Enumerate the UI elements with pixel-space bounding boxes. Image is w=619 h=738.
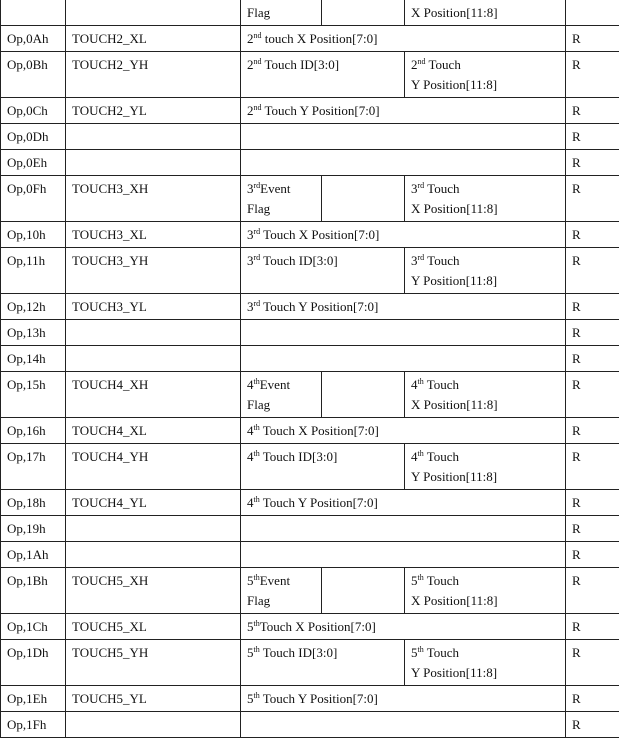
table-row-partial bbox=[1, 0, 619, 26]
position-line-1: Touch bbox=[424, 645, 459, 660]
position-line-2: Y Position[11:8] bbox=[411, 77, 497, 92]
access-cell: R bbox=[566, 418, 619, 444]
access-cell: R bbox=[566, 26, 619, 52]
position-high-cell bbox=[405, 568, 566, 614]
register-name-cell bbox=[66, 712, 241, 738]
touch-id-cell bbox=[241, 444, 405, 490]
ordinal-suffix: th bbox=[254, 619, 260, 628]
position-line-1: Touch bbox=[424, 253, 459, 268]
register-name-cell: TOUCH4_XH bbox=[66, 372, 241, 418]
event-flag-cell bbox=[241, 568, 322, 614]
position-line-2: X Position[11:8] bbox=[411, 201, 498, 216]
table-row bbox=[1, 98, 619, 124]
ordinal-suffix: th bbox=[254, 449, 260, 458]
position-high-cell bbox=[405, 640, 566, 686]
register-name-cell: TOUCH2_YH bbox=[66, 52, 241, 98]
position-high-cell bbox=[405, 52, 566, 98]
access-cell: R bbox=[566, 346, 619, 372]
ordinal-suffix: nd bbox=[418, 57, 426, 66]
ordinal-number: 4 bbox=[411, 377, 418, 392]
ordinal-number: 2 bbox=[247, 57, 254, 72]
register-name-cell: TOUCH5_XH bbox=[66, 568, 241, 614]
ordinal-number: 3 bbox=[247, 253, 254, 268]
event-line-1: Event bbox=[260, 181, 290, 196]
touch-id-text: Touch ID[3:0] bbox=[260, 645, 338, 660]
ordinal-suffix: rd bbox=[254, 227, 261, 236]
touch-id-text: Touch ID[3:0] bbox=[260, 253, 338, 268]
description-cell bbox=[241, 686, 566, 712]
position-high-cell bbox=[405, 248, 566, 294]
access-cell: R bbox=[566, 686, 619, 712]
access-cell: R bbox=[566, 176, 619, 222]
description-cell bbox=[241, 150, 566, 176]
register-name-cell: TOUCH3_YL bbox=[66, 294, 241, 320]
ordinal-number: 5 bbox=[247, 619, 254, 634]
ordinal-suffix: th bbox=[418, 645, 424, 654]
description-cell bbox=[241, 294, 566, 320]
ordinal-suffix: th bbox=[418, 377, 424, 386]
address-cell: Op,1Ah bbox=[1, 542, 66, 568]
access-cell: R bbox=[566, 52, 619, 98]
access-cell: R bbox=[566, 614, 619, 640]
description-cell bbox=[241, 418, 566, 444]
access-cell: R bbox=[566, 248, 619, 294]
register-name-cell: TOUCH4_YL bbox=[66, 490, 241, 516]
ordinal-number: 5 bbox=[247, 645, 254, 660]
event-line-1: Event bbox=[260, 377, 290, 392]
register-name-cell: TOUCH3_XL bbox=[66, 222, 241, 248]
address-cell: Op,10h bbox=[1, 222, 66, 248]
access-cell: R bbox=[566, 568, 619, 614]
register-name-cell bbox=[66, 150, 241, 176]
description-cell bbox=[241, 124, 566, 150]
ordinal-number: 4 bbox=[247, 449, 254, 464]
ordinal-number: 5 bbox=[411, 645, 418, 660]
table-row bbox=[1, 124, 619, 150]
position-high-cell bbox=[405, 372, 566, 418]
register-name-cell: TOUCH4_YH bbox=[66, 444, 241, 490]
address-cell: Op,1Fh bbox=[1, 712, 66, 738]
ordinal-suffix: nd bbox=[254, 103, 262, 112]
table-row bbox=[1, 52, 619, 98]
address-cell: Op,1Bh bbox=[1, 568, 66, 614]
table-row bbox=[1, 686, 619, 712]
table-row bbox=[1, 372, 619, 418]
access-cell: R bbox=[566, 542, 619, 568]
event-line-2: Flag bbox=[247, 397, 270, 412]
description-text: Touch X Position[7:0] bbox=[260, 227, 379, 242]
position-line-2: X Position[11:8] bbox=[411, 593, 498, 608]
address-cell: Op,16h bbox=[1, 418, 66, 444]
table-row bbox=[1, 222, 619, 248]
ordinal-number: 5 bbox=[411, 573, 418, 588]
description-text: Touch Y Position[7:0] bbox=[262, 103, 380, 118]
register-name-cell bbox=[66, 542, 241, 568]
ordinal-suffix: th bbox=[254, 691, 260, 700]
address-cell: Op,18h bbox=[1, 490, 66, 516]
ordinal-number: 2 bbox=[247, 31, 254, 46]
event-flag-cell bbox=[241, 372, 322, 418]
table-row bbox=[1, 640, 619, 686]
ordinal-number: 2 bbox=[247, 103, 254, 118]
address-cell: Op,1Eh bbox=[1, 686, 66, 712]
ordinal-number: 3 bbox=[247, 299, 254, 314]
address-cell: Op,0Bh bbox=[1, 52, 66, 98]
ordinal-suffix: th bbox=[254, 495, 260, 504]
table-row bbox=[1, 176, 619, 222]
ordinal-suffix: th bbox=[254, 377, 260, 386]
ordinal-suffix: rd bbox=[254, 253, 261, 262]
access-cell: R bbox=[566, 124, 619, 150]
table-row bbox=[1, 568, 619, 614]
ordinal-number: 4 bbox=[247, 495, 254, 510]
register-name-cell bbox=[66, 124, 241, 150]
ordinal-suffix: rd bbox=[418, 253, 425, 262]
address-cell bbox=[1, 0, 66, 26]
access-cell: R bbox=[566, 444, 619, 490]
table-row bbox=[1, 490, 619, 516]
description-cell bbox=[241, 516, 566, 542]
position-line-1: Touch bbox=[426, 57, 461, 72]
address-cell: Op,0Fh bbox=[1, 176, 66, 222]
register-name-cell: TOUCH2_XL bbox=[66, 26, 241, 52]
table-row bbox=[1, 712, 619, 738]
address-cell: Op,13h bbox=[1, 320, 66, 346]
ordinal-suffix: rd bbox=[418, 181, 425, 190]
position-line-2: X Position[11:8] bbox=[411, 397, 498, 412]
address-cell: Op,15h bbox=[1, 372, 66, 418]
ordinal-number: 3 bbox=[247, 227, 254, 242]
ordinal-suffix: th bbox=[254, 573, 260, 582]
register-name-cell: TOUCH3_YH bbox=[66, 248, 241, 294]
description-cell bbox=[241, 542, 566, 568]
event-line-2: Flag bbox=[247, 593, 270, 608]
position-high-cell bbox=[405, 176, 566, 222]
address-cell: Op,1Ch bbox=[1, 614, 66, 640]
touch-id-cell bbox=[241, 248, 405, 294]
table-row bbox=[1, 542, 619, 568]
reserved-cell bbox=[322, 372, 405, 418]
event-flag-cell bbox=[241, 176, 322, 222]
description-cell bbox=[241, 614, 566, 640]
description-cell bbox=[241, 98, 566, 124]
register-table-body bbox=[1, 0, 619, 738]
touch-id-cell bbox=[241, 52, 405, 98]
table-row bbox=[1, 294, 619, 320]
reserved-cell bbox=[322, 0, 405, 26]
event-line-2: Flag bbox=[247, 201, 270, 216]
table-row bbox=[1, 150, 619, 176]
description-text: touch X Position[7:0] bbox=[262, 31, 378, 46]
table-row bbox=[1, 444, 619, 490]
access-cell: R bbox=[566, 98, 619, 124]
description-cell bbox=[241, 222, 566, 248]
touch-id-cell bbox=[241, 640, 405, 686]
access-cell: R bbox=[566, 150, 619, 176]
register-name-cell bbox=[66, 320, 241, 346]
description-text: Touch Y Position[7:0] bbox=[260, 495, 378, 510]
ordinal-suffix: th bbox=[254, 423, 260, 432]
table-row bbox=[1, 418, 619, 444]
description-text: Touch Y Position[7:0] bbox=[260, 299, 378, 314]
reserved-cell bbox=[322, 176, 405, 222]
register-name-cell bbox=[66, 0, 241, 26]
description-cell bbox=[241, 26, 566, 52]
ordinal-suffix: nd bbox=[254, 57, 262, 66]
ordinal-suffix: nd bbox=[254, 31, 262, 40]
address-cell: Op,12h bbox=[1, 294, 66, 320]
register-name-cell: TOUCH5_YH bbox=[66, 640, 241, 686]
address-cell: Op,11h bbox=[1, 248, 66, 294]
address-cell: Op,19h bbox=[1, 516, 66, 542]
ordinal-suffix: th bbox=[254, 645, 260, 654]
register-name-cell bbox=[66, 516, 241, 542]
ordinal-number: 3 bbox=[411, 253, 418, 268]
table-row bbox=[1, 248, 619, 294]
ordinal-number: 3 bbox=[411, 181, 418, 196]
address-cell: Op,0Dh bbox=[1, 124, 66, 150]
touch-id-text: Touch ID[3:0] bbox=[260, 449, 338, 464]
reserved-cell bbox=[322, 568, 405, 614]
position-line-2: Y Position[11:8] bbox=[411, 665, 497, 680]
touch-id-text: Touch ID[3:0] bbox=[262, 57, 340, 72]
position-line-2: Y Position[11:8] bbox=[411, 469, 497, 484]
access-cell: R bbox=[566, 372, 619, 418]
access-cell: R bbox=[566, 712, 619, 738]
table-row bbox=[1, 516, 619, 542]
description-cell bbox=[241, 346, 566, 372]
ordinal-number: 3 bbox=[247, 181, 254, 196]
register-name-cell: TOUCH5_XL bbox=[66, 614, 241, 640]
address-cell: Op,0Eh bbox=[1, 150, 66, 176]
table-row bbox=[1, 346, 619, 372]
event-flag-cell: Flag bbox=[241, 0, 322, 26]
access-cell: R bbox=[566, 222, 619, 248]
description-text: Touch X Position[7:0] bbox=[260, 423, 379, 438]
register-name-cell: TOUCH3_XH bbox=[66, 176, 241, 222]
position-line-1: Touch bbox=[424, 573, 459, 588]
position-line-1: Touch bbox=[424, 449, 459, 464]
table-row bbox=[1, 320, 619, 346]
access-cell: R bbox=[566, 516, 619, 542]
ordinal-number: 4 bbox=[247, 377, 254, 392]
address-cell: Op,0Ch bbox=[1, 98, 66, 124]
event-line-1: Event bbox=[260, 573, 290, 588]
ordinal-number: 4 bbox=[247, 423, 254, 438]
description-text: Touch Y Position[7:0] bbox=[260, 691, 378, 706]
address-cell: Op,17h bbox=[1, 444, 66, 490]
address-cell: Op,0Ah bbox=[1, 26, 66, 52]
access-cell: R bbox=[566, 294, 619, 320]
address-cell: Op,1Dh bbox=[1, 640, 66, 686]
position-high-cell bbox=[405, 444, 566, 490]
address-cell: Op,14h bbox=[1, 346, 66, 372]
register-name-cell: TOUCH4_XL bbox=[66, 418, 241, 444]
description-cell bbox=[241, 712, 566, 738]
description-cell bbox=[241, 490, 566, 516]
ordinal-suffix: rd bbox=[254, 299, 261, 308]
table-row bbox=[1, 614, 619, 640]
access-cell bbox=[566, 0, 619, 26]
position-line-2: Y Position[11:8] bbox=[411, 273, 497, 288]
register-name-cell: TOUCH5_YL bbox=[66, 686, 241, 712]
register-name-cell bbox=[66, 346, 241, 372]
ordinal-suffix: th bbox=[418, 573, 424, 582]
ordinal-suffix: th bbox=[418, 449, 424, 458]
ordinal-number: 2 bbox=[411, 57, 418, 72]
position-high-cell: X Position[11:8] bbox=[405, 0, 566, 26]
ordinal-number: 5 bbox=[247, 691, 254, 706]
access-cell: R bbox=[566, 490, 619, 516]
description-text: Touch X Position[7:0] bbox=[260, 619, 376, 634]
position-line-1: Touch bbox=[424, 377, 459, 392]
table-row bbox=[1, 26, 619, 52]
access-cell: R bbox=[566, 640, 619, 686]
ordinal-number: 4 bbox=[411, 449, 418, 464]
register-name-cell: TOUCH2_YL bbox=[66, 98, 241, 124]
ordinal-suffix: rd bbox=[254, 181, 261, 190]
access-cell: R bbox=[566, 320, 619, 346]
ordinal-number: 5 bbox=[247, 573, 254, 588]
position-line-1: Touch bbox=[424, 181, 459, 196]
description-cell bbox=[241, 320, 566, 346]
